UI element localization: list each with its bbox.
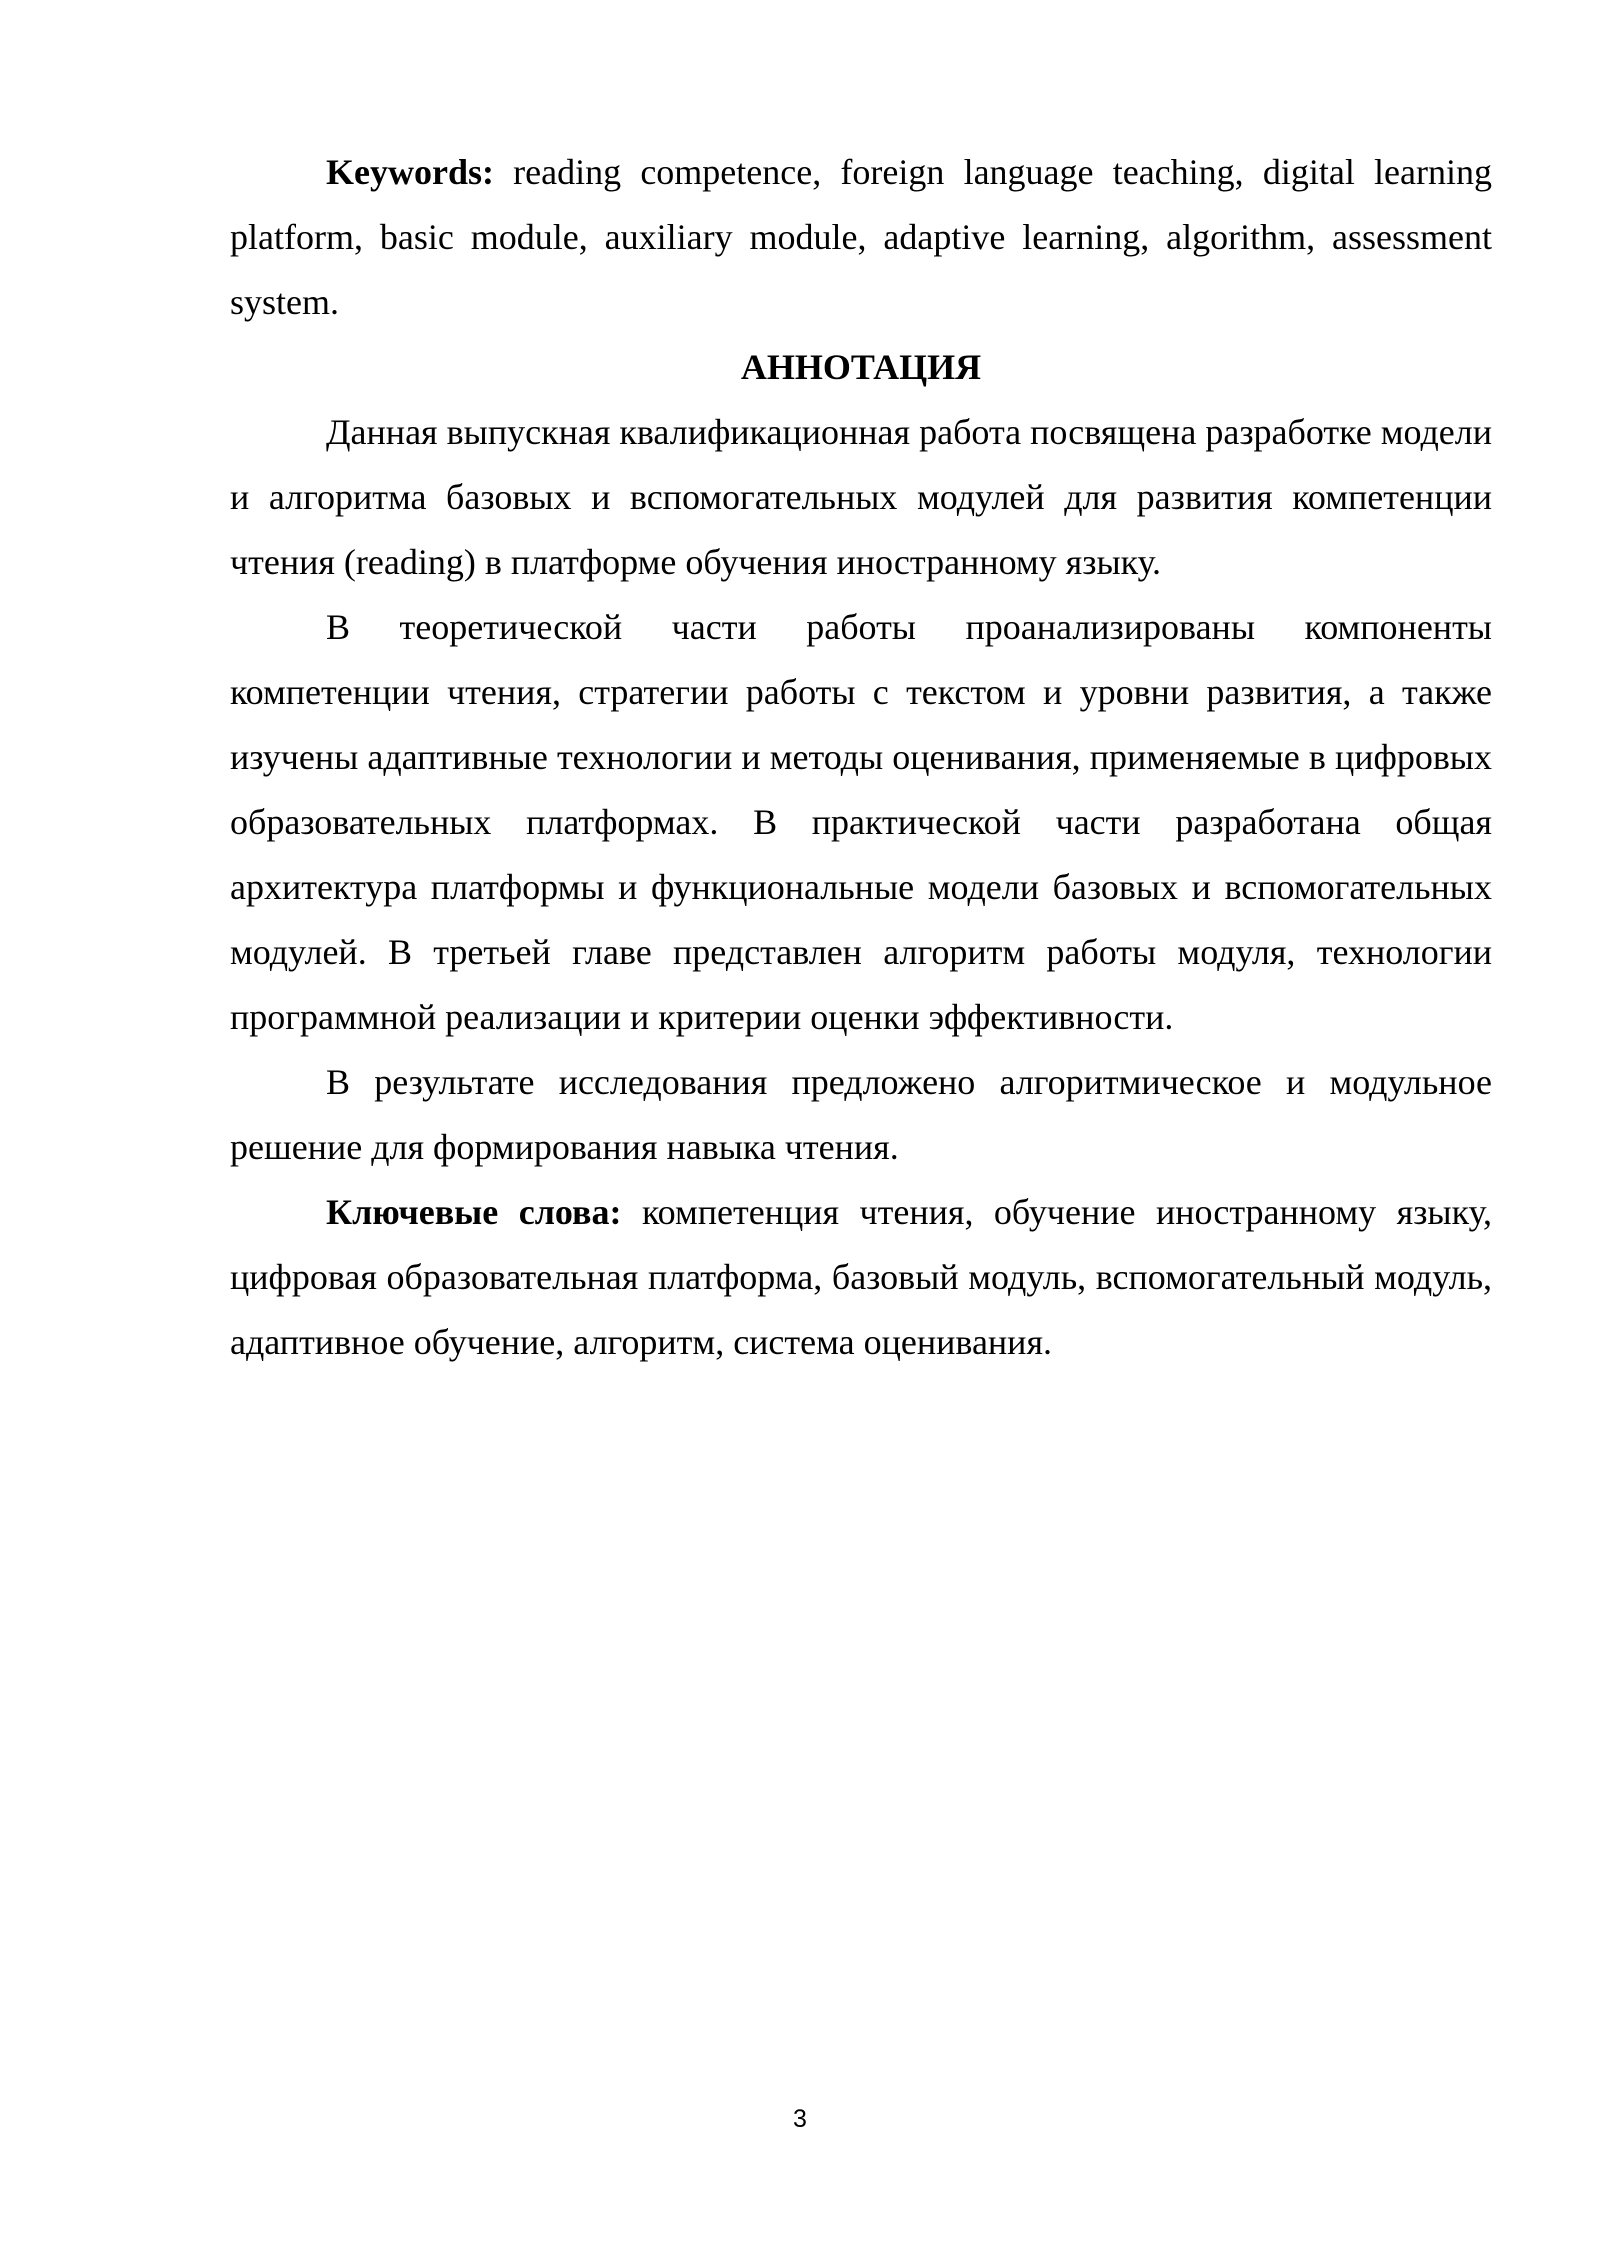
keywords-ru-paragraph bbox=[230, 1180, 1492, 1375]
annotation-paragraph-1: Данная выпускная квалификационная работа посвящена разработке модели и алгоритма базовых и вспомогательных модулей для развития компетенции чтения (reading) в платформе обучения иностранному языку. bbox=[230, 412, 1492, 582]
page-content bbox=[230, 140, 1492, 1375]
annotation-paragraph-2: В теоретической части работы проанализированы компоненты компетенции чтения, стратегии работы с текстом и уровни развития, а также изучены адаптивные технологии и методы оценивания, применяемые в цифровых образовательных платформах. В практической части разработана общая архитектура платформы и функциональные модели базовых и вспомогательных модулей. В третьей главе представлен алгоритм работы модуля, технологии программной реализации и критерии оценки эффективности. bbox=[230, 607, 1492, 1037]
keywords-ru-label: Ключевые слова: bbox=[326, 1192, 622, 1232]
keywords-ru-text: компетенция чтения, обучение иностранному языку, цифровая образовательная платформа, базовый модуль, вспомогательный модуль, адаптивное обучение, алгоритм, система оценивания. bbox=[230, 1192, 1492, 1362]
keywords-en-paragraph bbox=[230, 140, 1492, 335]
annotation-paragraph-3: В результате исследования предложено алгоритмическое и модульное решение для формирования навыка чтения. bbox=[230, 1062, 1492, 1167]
keywords-en-text: reading competence, foreign language teaching, digital learning platform, basic module, auxiliary module, adaptive learning, algorithm, assessment system. bbox=[230, 152, 1492, 322]
keywords-en-label: Keywords: bbox=[326, 152, 494, 192]
page-number: 3 bbox=[793, 2105, 807, 2133]
annotation-heading: АННОТАЦИЯ bbox=[740, 347, 982, 387]
